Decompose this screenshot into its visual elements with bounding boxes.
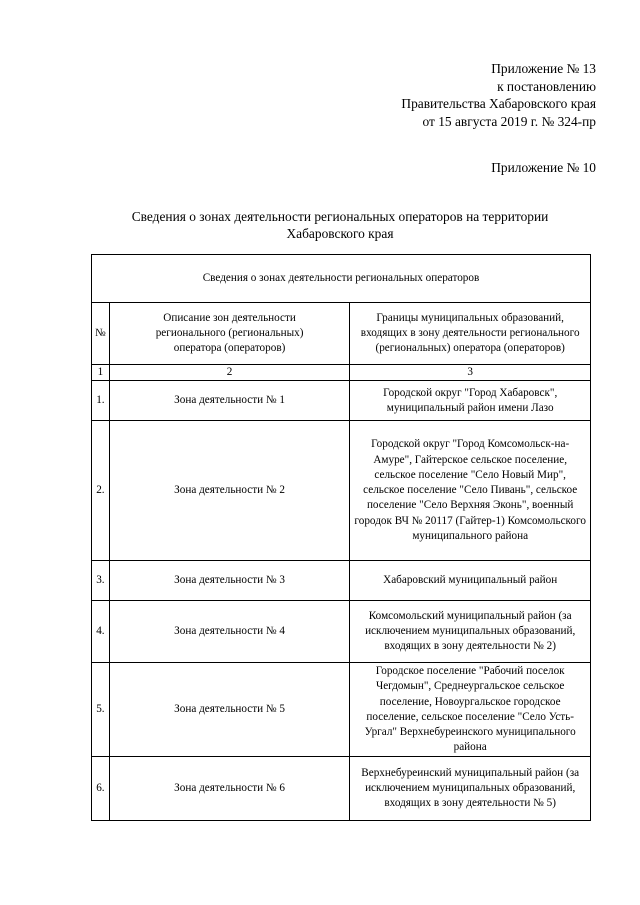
row-bounds: Городской округ "Город Хабаровск", муниципальный район имени Лазо [350, 381, 591, 421]
header-num: № [92, 303, 110, 365]
table-row [92, 757, 591, 821]
column-number-row [92, 365, 591, 381]
row-num: 2. [92, 421, 110, 561]
row-num: 4. [92, 601, 110, 663]
document-title [90, 208, 590, 242]
row-bounds: Хабаровский муниципальный район [350, 561, 591, 601]
table-row [92, 663, 591, 757]
row-bounds: Верхнебуреинский муниципальный район (за исключением муниципальных образований, входящих в зону деятельности № 5) [350, 757, 591, 821]
row-zone: Зона деятельности № 5 [109, 663, 350, 757]
row-bounds: Городское поселение "Рабочий поселок Чегдомын", Среднеургальское сельское поселение, Новоургальское городское поселение, сельское поселение "Село Усть-Ургал" Верхнебуреинского муниципального района [350, 663, 591, 757]
table-row [92, 381, 591, 421]
appendix-number: Приложение № 10 [491, 160, 596, 175]
row-zone: Зона деятельности № 6 [109, 757, 350, 821]
row-zone: Зона деятельности № 3 [109, 561, 350, 601]
table-caption-row [92, 255, 591, 303]
row-num: 3. [92, 561, 110, 601]
table-row [92, 561, 591, 601]
table-row [92, 421, 591, 561]
header-desc: Описание зон деятельности регионального (региональных) оператора (операторов) [109, 303, 350, 365]
colnum-2: 2 [109, 365, 350, 381]
row-num: 6. [92, 757, 110, 821]
approval-header [401, 60, 596, 130]
row-num: 5. [92, 663, 110, 757]
row-bounds: Комсомольский муниципальный район (за исключением муниципальных образований, входящих в зону деятельности № 2) [350, 601, 591, 663]
row-zone: Зона деятельности № 1 [109, 381, 350, 421]
zones-table [91, 254, 591, 821]
table-header-row [92, 303, 591, 365]
colnum-3: 3 [350, 365, 591, 381]
header-line-1: Приложение № 13 [491, 61, 596, 76]
row-zone: Зона деятельности № 2 [109, 421, 350, 561]
row-num: 1. [92, 381, 110, 421]
row-bounds: Городской округ "Город Комсомольск-на-Амуре", Гайтерское сельское поселение, сельское поселение "Село Новый Мир", сельское поселение "Село Пивань", сельское поселение "Село Верхняя Эконь", военный городок ВЧ № 20117 (Гайтер-1) Комсомольского муниципального района [350, 421, 591, 561]
title-line-1: Сведения о зонах деятельности региональных операторов на территории [131, 209, 549, 224]
table-caption: Сведения о зонах деятельности региональных операторов [92, 255, 591, 303]
header-bounds: Границы муниципальных образований, входящих в зону деятельности регионального (региональных) оператора (операторов) [350, 303, 591, 365]
header-line-3: Правительства Хабаровского края [401, 96, 596, 111]
row-zone: Зона деятельности № 4 [109, 601, 350, 663]
title-line-2: Хабаровского края [286, 226, 394, 241]
table-row [92, 601, 591, 663]
header-line-4: от 15 августа 2019 г. № 324-пр [422, 113, 596, 129]
colnum-1: 1 [92, 365, 110, 381]
header-line-2: к постановлению [497, 78, 596, 94]
